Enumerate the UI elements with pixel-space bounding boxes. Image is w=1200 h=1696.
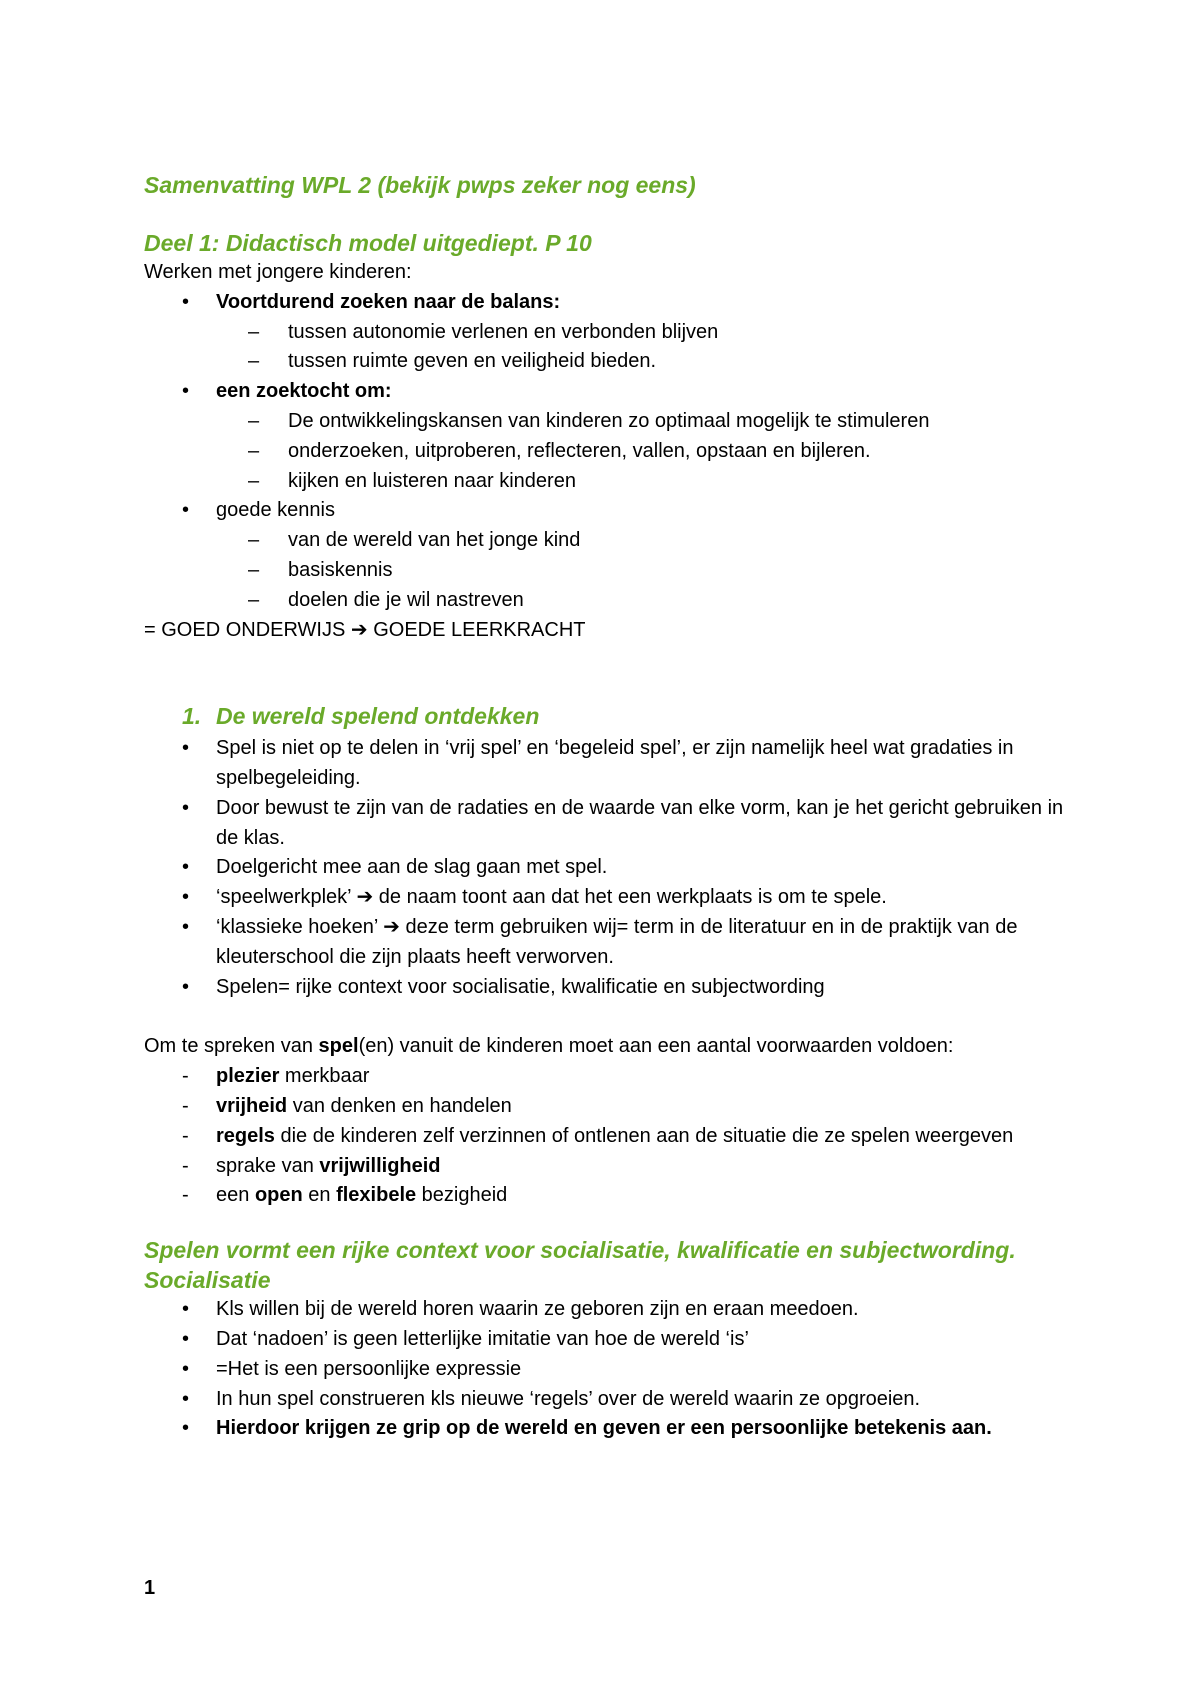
list-item: • een zoektocht om:: [144, 377, 1084, 407]
bullet-icon: •: [182, 856, 190, 879]
dash-icon: –: [248, 469, 260, 492]
bullet-icon: •: [182, 1387, 190, 1410]
socialisatie-list: [144, 1295, 1084, 1444]
dash-icon: –: [248, 439, 260, 462]
dash-icon: –: [248, 529, 260, 552]
intro-text: Werken met jongere kinderen:: [144, 261, 412, 283]
list-item: • Doelgericht mee aan de slag gaan met spel.: [144, 853, 1084, 883]
conditions-intro: Om te spreken van spel(en) vanuit de kinderen moet aan een aantal voorwaarden voldoen:: [144, 1035, 954, 1058]
list-item: • ‘speelwerkplek’ ➔ de naam toont aan dat het een werkplaats is om te spele.: [144, 883, 1084, 913]
arrow-right-icon: ➔: [356, 886, 374, 909]
document-body: [144, 170, 1084, 1444]
bullet-icon: •: [182, 380, 190, 403]
section-heading-context: Spelen vormt een rijke context voor socialisatie, kwalificatie en subjectwording.: [144, 1237, 1016, 1264]
document-title: Samenvatting WPL 2 (bekijk pwps zeker nog eens): [144, 172, 696, 198]
arrow-right-icon: ➔: [383, 915, 400, 938]
list-item: • Hierdoor krijgen ze grip op de wereld en geven er een persoonlijke betekenis aan.: [144, 1414, 1084, 1444]
bullet-icon: •: [182, 499, 190, 522]
hyphen-icon: -: [182, 1094, 189, 1117]
list-item: • =Het is een persoonlijke expressie: [144, 1355, 1084, 1385]
bullet-icon: •: [182, 737, 190, 760]
sub-list-item: – van de wereld van het jonge kind: [144, 526, 1084, 556]
sub-list-item: – onderzoeken, uitproberen, reflecteren, vallen, opstaan en bijleren.: [144, 437, 1084, 467]
dash-icon: –: [248, 558, 260, 581]
hyphen-icon: -: [182, 1184, 189, 1207]
list-item: - regels die de kinderen zelf verzinnen of ontlenen aan de situatie die ze spelen weergeven: [144, 1122, 1084, 1152]
dash-icon: –: [248, 409, 260, 432]
spel-list: [144, 734, 1084, 1002]
list-item: • Spel is niet op te delen in ‘vrij spel’ en ‘begeleid spel’, er zijn namelijk heel wat gradaties in spelbegeleiding.: [144, 734, 1084, 794]
bullet-icon: •: [182, 886, 190, 909]
list-item: - plezier merkbaar: [144, 1062, 1084, 1092]
list-item: - sprake van vrijwilligheid: [144, 1152, 1084, 1182]
sub-list-item: – basiskennis: [144, 556, 1084, 586]
bullet-icon: •: [182, 915, 190, 938]
list-item: • Dat ‘nadoen’ is geen letterlijke imitatie van hoe de wereld ‘is’: [144, 1325, 1084, 1355]
sub-list-item: – doelen die je wil nastreven: [144, 586, 1084, 616]
sub-list-item: – De ontwikkelingskansen van kinderen zo optimaal mogelijk te stimuleren: [144, 407, 1084, 437]
section-heading-socialisatie: Socialisatie: [144, 1267, 271, 1294]
heading-number: 1.: [182, 703, 202, 730]
numbered-heading: [144, 701, 1084, 734]
list-item: • goede kennis: [144, 496, 1084, 526]
list-item: - een open en flexibele bezigheid: [144, 1181, 1084, 1211]
sub-list-item: – tussen autonomie verlenen en verbonden blijven: [144, 318, 1084, 348]
hyphen-icon: -: [182, 1154, 189, 1177]
bullet-icon: •: [182, 975, 190, 998]
bullet-icon: •: [182, 1298, 190, 1321]
conditions-list: [144, 1062, 1084, 1211]
section-heading-deel1: Deel 1: Didactisch model uitgediept. P 10: [144, 230, 592, 256]
arrow-right-icon: ➔: [350, 618, 368, 641]
section-heading-spel: De wereld spelend ontdekken: [216, 703, 540, 730]
list-item: • ‘klassieke hoeken’ ➔ deze term gebruiken wij= term in de literatuur en in de praktijk van de kleuterschool die zijn plaats heeft verworven.: [144, 913, 1084, 973]
balance-list: [144, 288, 1084, 616]
list-item: • Spelen= rijke context voor socialisatie, kwalificatie en subjectwording: [144, 973, 1084, 1003]
dash-icon: –: [248, 320, 260, 343]
dash-icon: –: [248, 350, 260, 373]
conclusion-line: = GOED ONDERWIJS ➔ GOEDE LEERKRACHT: [144, 618, 586, 641]
hyphen-icon: -: [182, 1065, 189, 1088]
list-item: • Voortdurend zoeken naar de balans:: [144, 288, 1084, 318]
bullet-icon: •: [182, 796, 190, 819]
list-item: - vrijheid van denken en handelen: [144, 1092, 1084, 1122]
bullet-icon: •: [182, 290, 190, 313]
list-item: • In hun spel construeren kls nieuwe ‘regels’ over de wereld waarin ze opgroeien.: [144, 1385, 1084, 1415]
bullet-icon: •: [182, 1327, 190, 1350]
dash-icon: –: [248, 588, 260, 611]
list-item: • Door bewust te zijn van de radaties en de waarde van elke vorm, kan je het gericht gebruiken in de klas.: [144, 794, 1084, 854]
sub-list-item: – kijken en luisteren naar kinderen: [144, 467, 1084, 497]
hyphen-icon: -: [182, 1124, 189, 1147]
sub-list-item: – tussen ruimte geven en veiligheid bieden.: [144, 347, 1084, 377]
bullet-icon: •: [182, 1357, 190, 1380]
page-number: 1: [144, 1577, 156, 1599]
list-item: • Kls willen bij de wereld horen waarin ze geboren zijn en eraan meedoen.: [144, 1295, 1084, 1325]
bullet-icon: •: [182, 1417, 190, 1440]
